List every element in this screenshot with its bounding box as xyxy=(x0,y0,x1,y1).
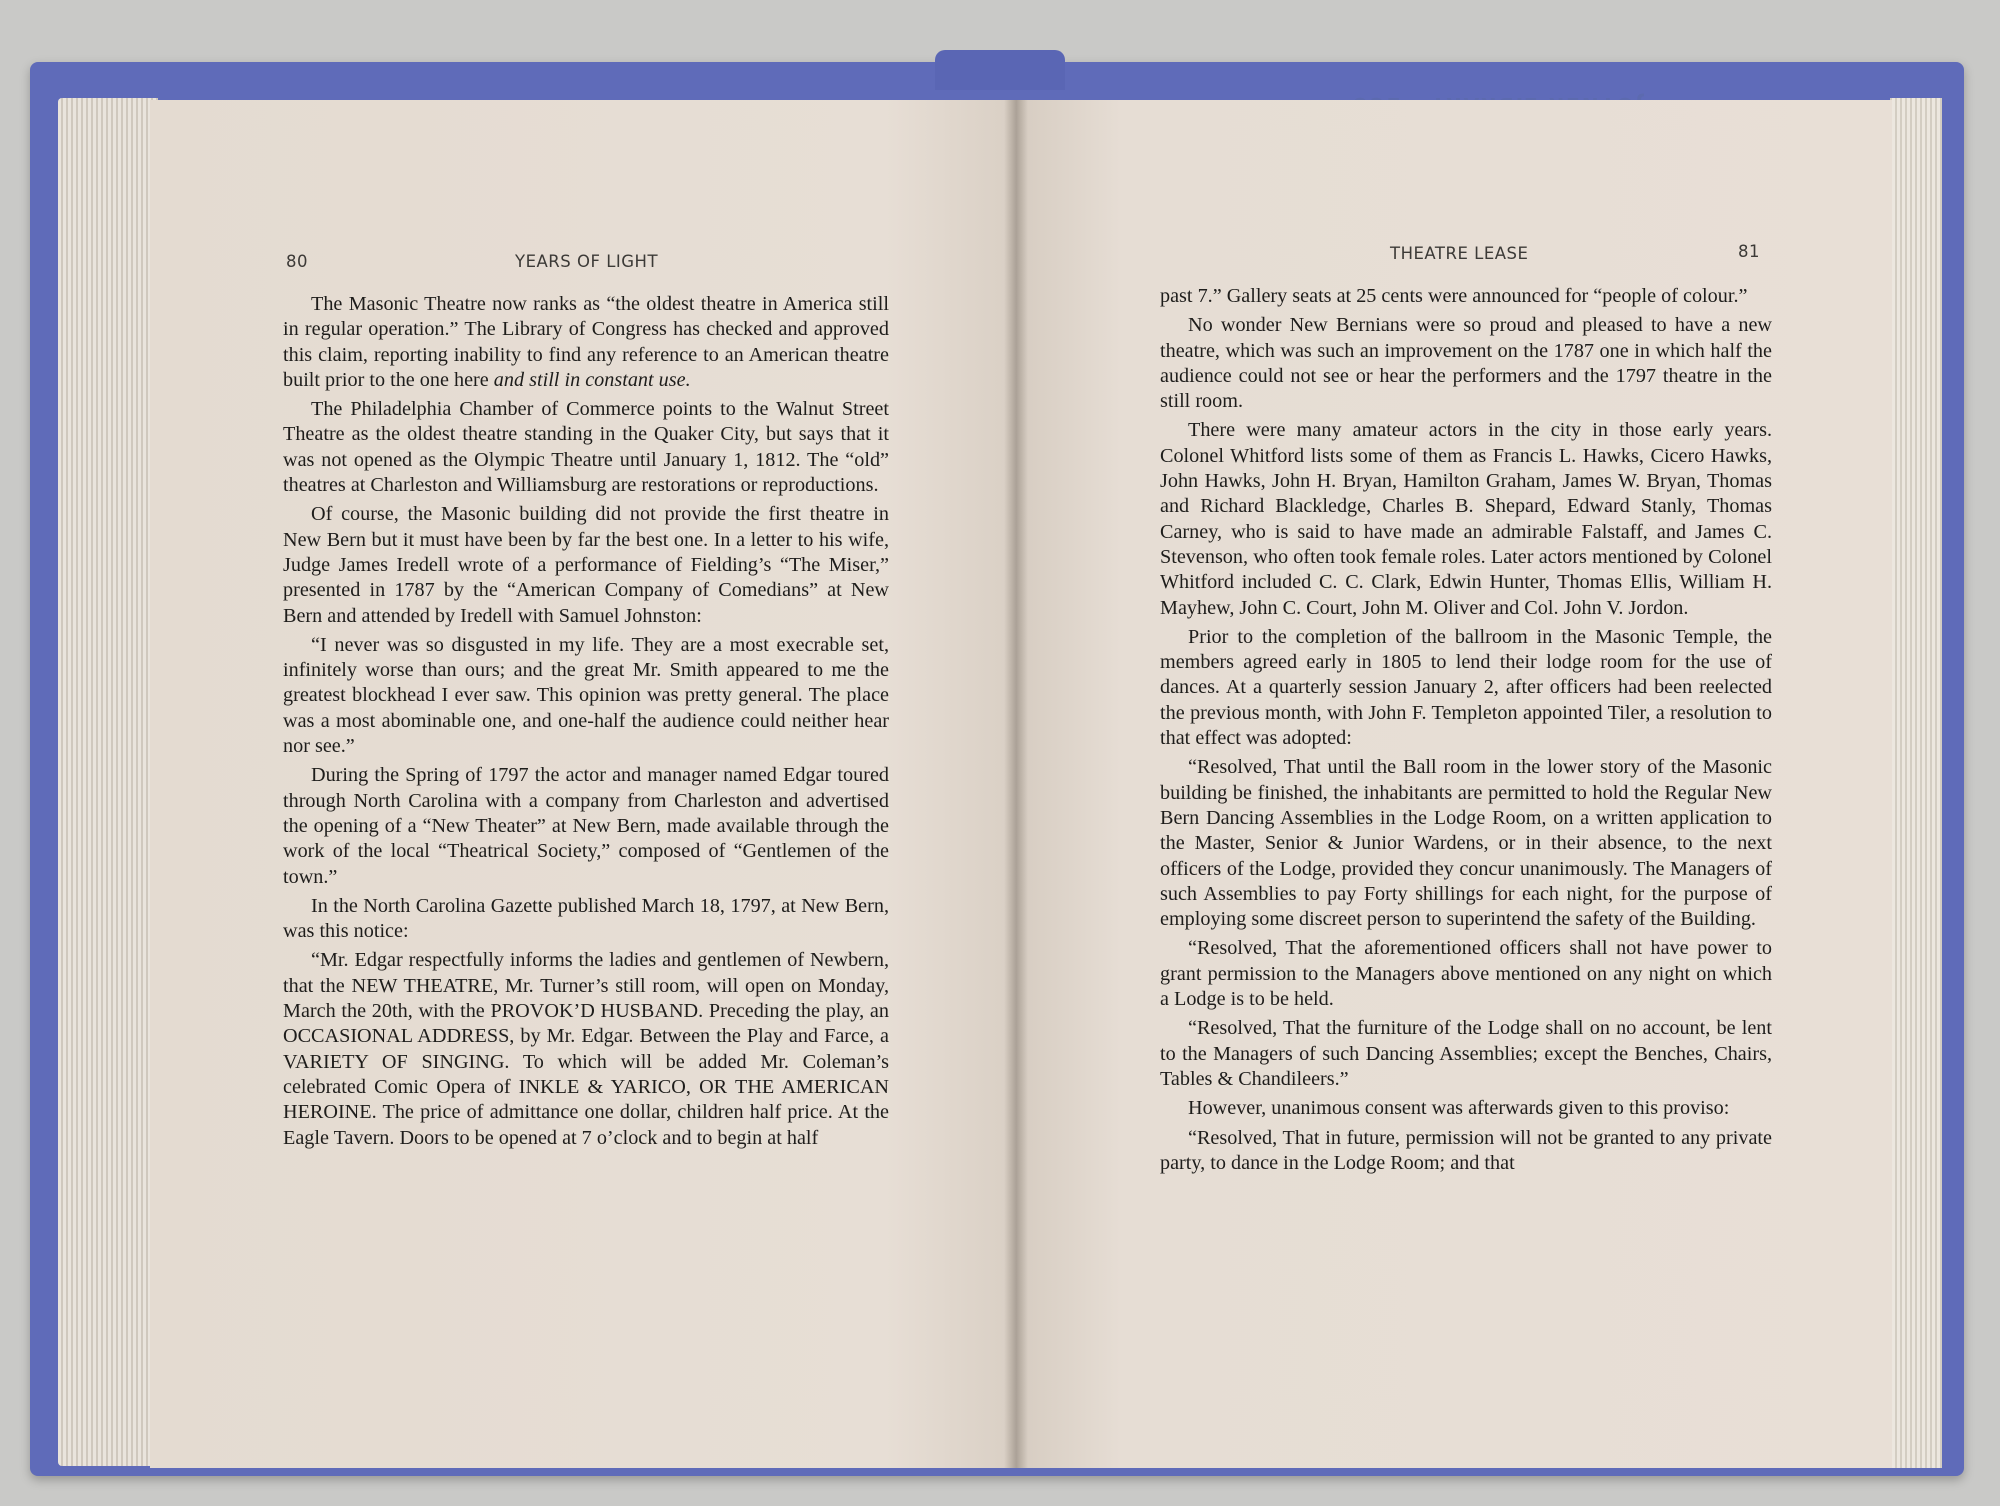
resolution-paragraph: “Resolved, That in future, permission will not be granted to any private party, to dance in the Lodge Room; and that xyxy=(1160,1126,1772,1174)
left-page-body xyxy=(283,292,889,1155)
paragraph: past 7.” Gallery seats at 25 cents were announced for “people of colour.” xyxy=(1160,285,1748,307)
resolution-paragraph: “Resolved, That until the Ball room in the lower story of the Masonic building be finished, the inhabitants are permitted to hold the Regular New Bern Dancing Assemblies in the Lodge Room, on a written application to the Master, Senior & Junior Wardens, or in their absence, to the next officers of the Lodge, provided they concur unanimously. The Managers of such Assemblies to pay Forty shillings for each night, for the purpose of employing some discreet person to superintend the safety of the Building. xyxy=(1160,756,1772,931)
paragraph: Of course, the Masonic building did not provide the first theatre in New Bern but it must have been by far the best one. In a letter to his wife, Judge James Iredell wrote of a performance of Fielding’s “The Miser,” presented in 1787 by the “American Company of Comedians” at New Bern and attended by Iredell with Samuel Johnston: xyxy=(283,503,889,627)
paragraph: The Masonic Theatre now ranks as “the oldest theatre in America still in regular operation.” The Library of Congress has checked and approved this claim, reporting inability to find any reference to an American theatre built prior to the one here and still in constant use. xyxy=(283,293,889,391)
right-running-head: THEATRE LEASE xyxy=(1390,244,1529,263)
left-running-head: YEARS OF LIGHT xyxy=(515,252,659,271)
page-edges-left xyxy=(58,98,158,1466)
page-edges-right xyxy=(1890,98,1942,1468)
paragraph: The Philadelphia Chamber of Commerce points to the Walnut Street Theatre as the oldest theatre standing in the Quaker City, but says that it was not opened as the Olympic Theatre until January 1, 1812. The “old” theatres at Charleston and Williamsburg are restorations or reproductions. xyxy=(283,398,889,497)
quotation-paragraph: “Mr. Edgar respectfully informs the ladies and gentlemen of Newbern, that the NEW THEATRE, Mr. Turner’s still room, will open on Monday, March the 20th, with the PROVOK’D HUSBAND. Preceding the play, an OCCASIONAL ADDRESS, by Mr. Edgar. Between the Play and Farce, a VARIETY OF SINGING. To which will be added Mr. Coleman’s celebrated Comic Opera of INKLE & YARICO, OR THE AMERICAN HEROINE. The price of admittance one dollar, children half price. At the Eagle Tavern. Doors to be opened at 7 o’clock and to begin at half xyxy=(283,949,889,1149)
resolution-paragraph: “Resolved, That the furniture of the Lodge shall on no account, be lent to the Managers of such Dancing Assemblies; except the Benches, Chairs, Tables & Chandileers.” xyxy=(1160,1017,1772,1090)
resolution-paragraph: “Resolved, That the aforementioned officers shall not have power to grant permission to the Managers above mentioned on any night on which a Lodge is to be held. xyxy=(1160,937,1772,1011)
quotation-paragraph: “I never was so disgusted in my life. They are a most execrable set, infinitely worse than ours; and the great Mr. Smith appeared to me the greatest blockhead I ever saw. This opinion was pretty general. The place was a most abominable one, and one-half the audience could neither hear nor see.” xyxy=(283,633,889,758)
paragraph: During the Spring of 1797 the actor and manager named Edgar toured through North Carolina with a company from Charleston and advertised the opening of a “New Theater” at New Bern, made available through the work of the local “Theatrical Society,” composed of “Gentlemen of the town.” xyxy=(283,764,889,888)
paragraph: No wonder New Bernians were so proud and pleased to have a new theatre, which was such an improvement on the 1787 one in which half the audience could not see or hear the performers and the 1797 theatre in the still room. xyxy=(1160,314,1772,413)
paragraph: Prior to the completion of the ballroom in the Masonic Temple, the members agreed early in 1805 to lend their lodge room for the use of dances. At a quarterly session January 2, after officers had been reelected the previous month, with John F. Templeton appointed Tiler, a resolution to that effect was adopted: xyxy=(1160,625,1772,750)
right-page-number: 81 xyxy=(1738,242,1760,261)
book-spine xyxy=(935,50,1065,90)
paragraph: There were many amateur actors in the city in those early years. Colonel Whitford lists some of them as Francis L. Hawks, Cicero Hawks, John Hawks, John H. Bryan, Hamilton Graham, James W. Bryan, Thomas and Richard Blackledge, Charles B. Shepard, Edward Stanly, Thomas Carney, who is said to have made an admirable Falstaff, and James C. Stevenson, who often took female roles. Later actors mentioned by Colonel Whitford included C. C. Clark, Edwin Hunter, Thomas Ellis, William H. Mayhew, John C. Court, John M. Oliver and Col. John V. Jordon. xyxy=(1160,419,1772,619)
right-page-body xyxy=(1160,284,1772,1180)
left-page-number: 80 xyxy=(286,252,308,271)
paragraph: However, unanimous consent was afterwards given to this proviso: xyxy=(1188,1097,1730,1120)
paragraph: In the North Carolina Gazette published March 18, 1797, at New Bern, was this notice: xyxy=(283,894,889,943)
book-gutter xyxy=(1004,100,1028,1468)
